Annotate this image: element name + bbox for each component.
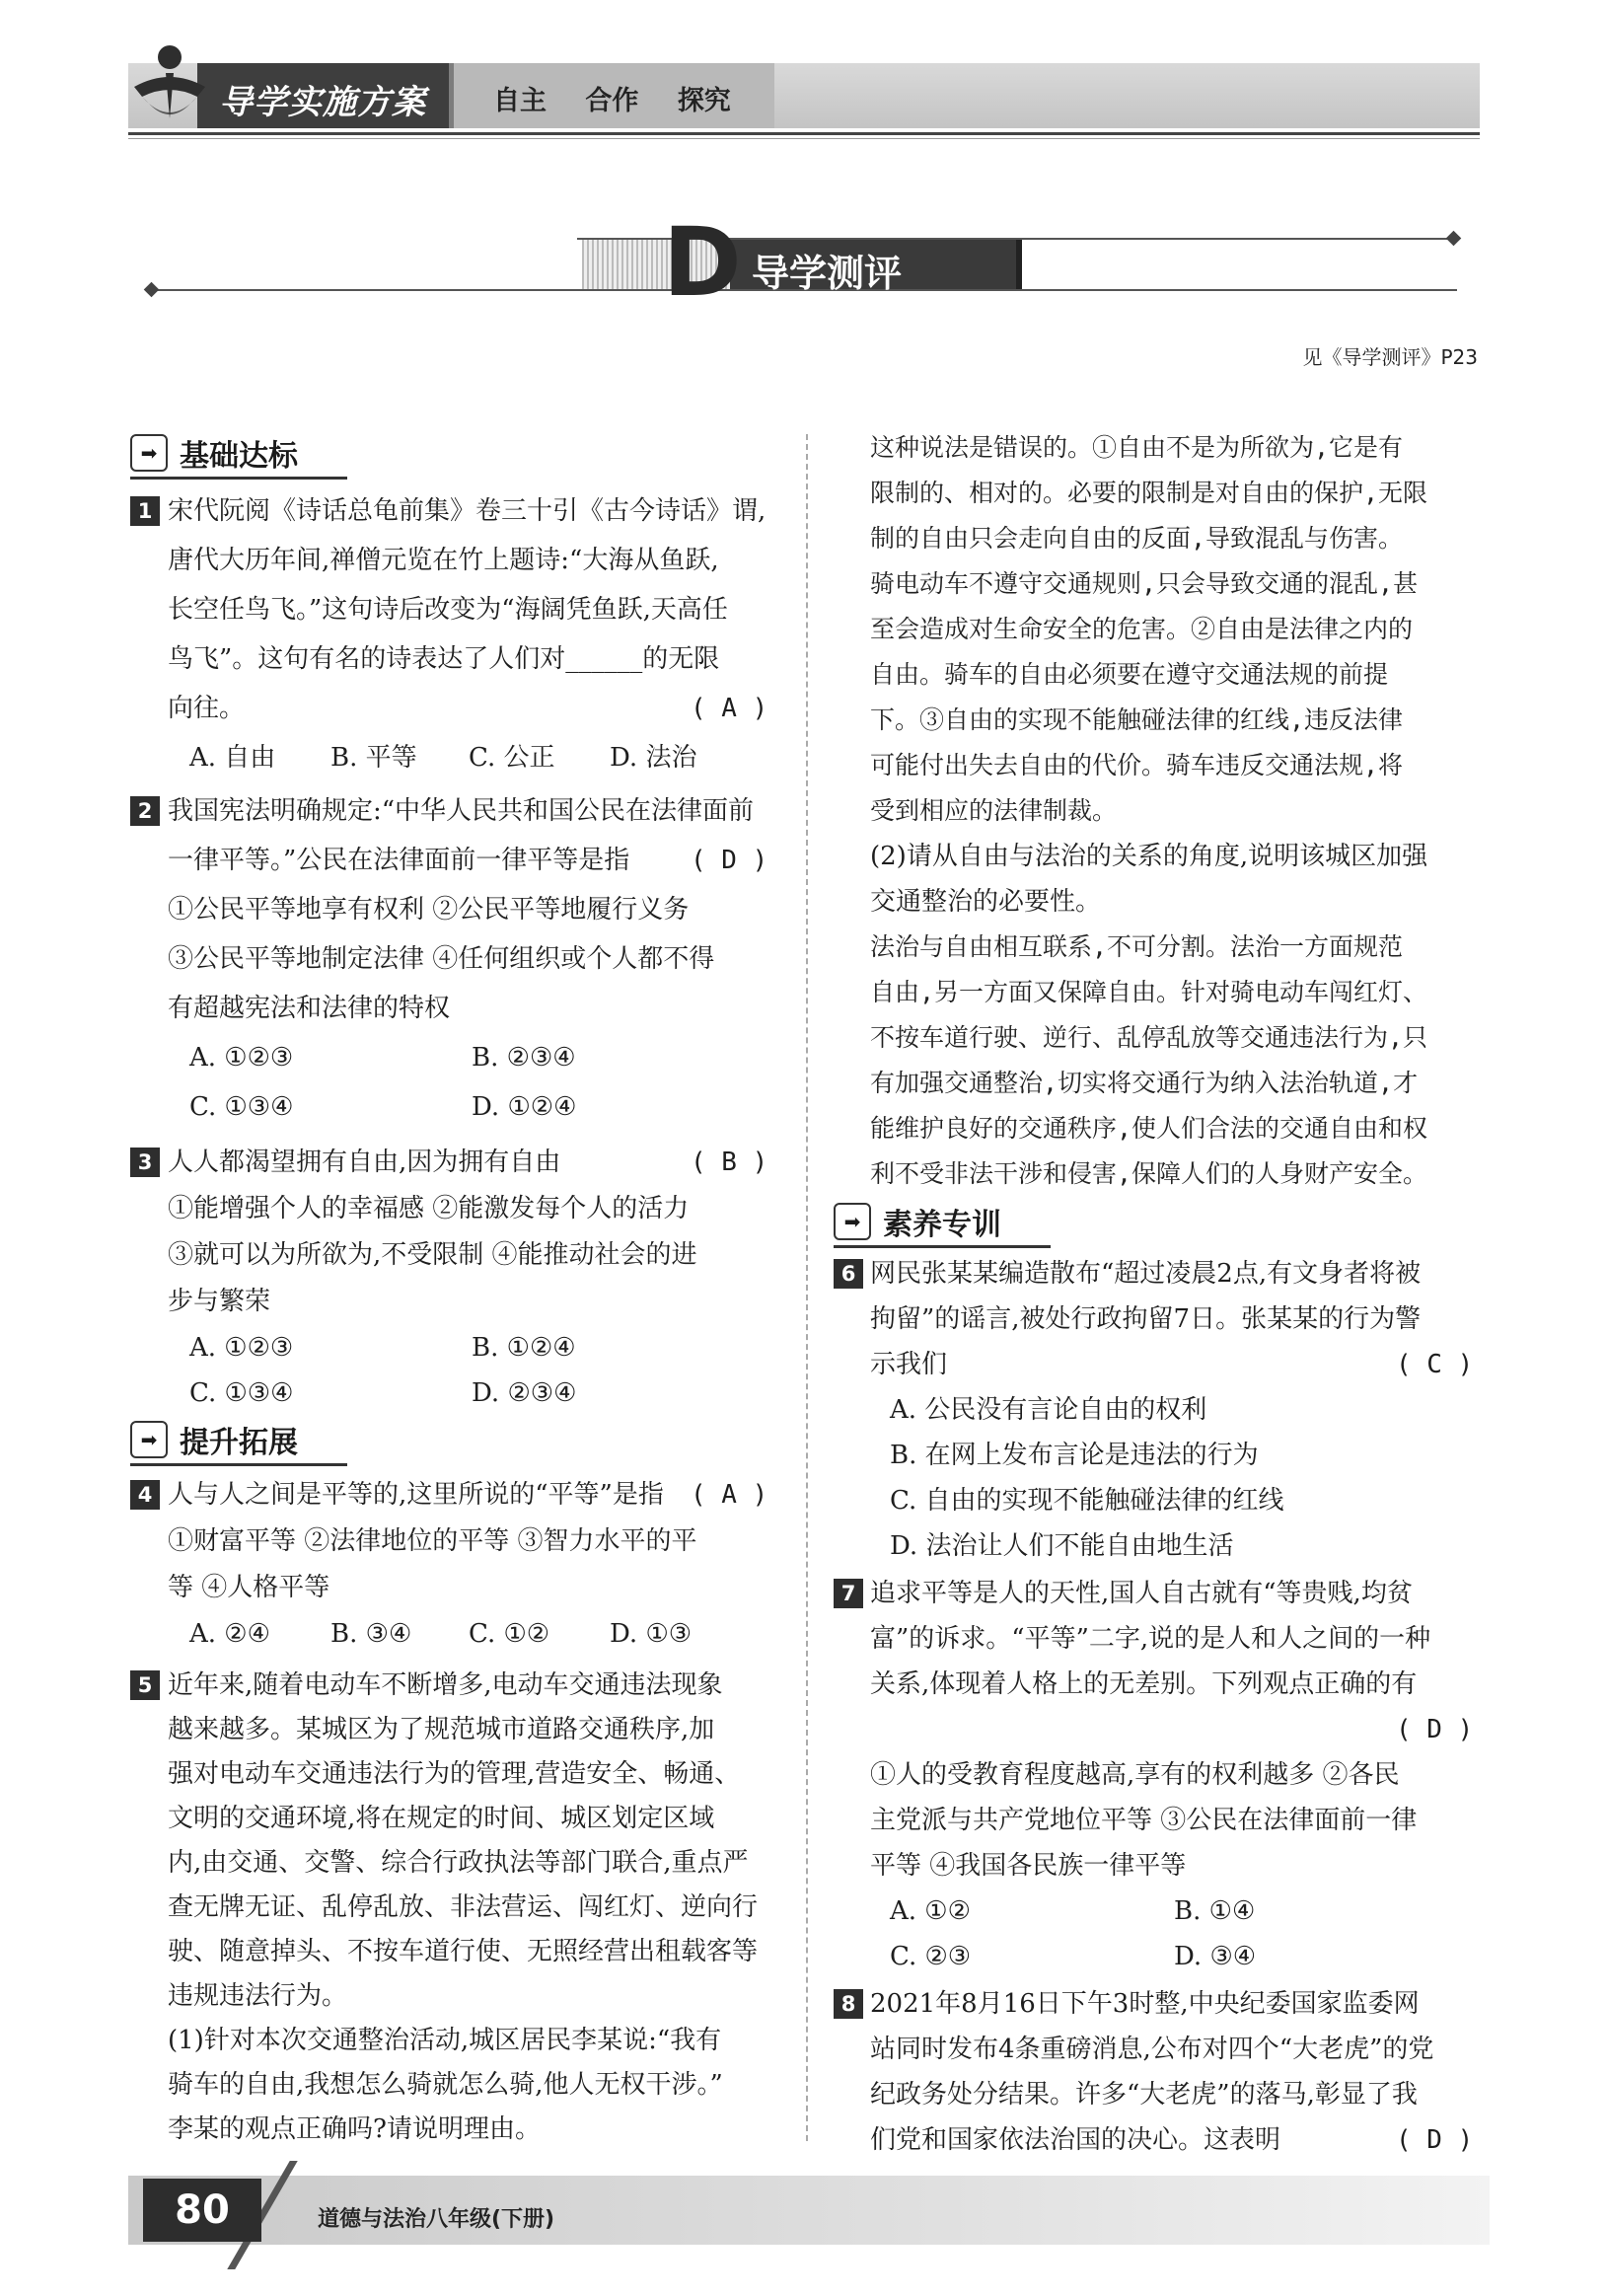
q5-line: 查无牌无证、乱停乱放、非法营运、闯红灯、逆向行 [168,1892,759,1922]
q2-item: ③公民平等地制定法律 ④任何组织或个人都不得 [168,944,715,974]
q1-line: 鸟飞”。这句有名的诗表达了人们对______的无限 [168,644,720,674]
q5-answer2: 利不受非法干涉和侵害,保障人们的人身财产安全。 [870,1159,1428,1188]
q2-line: 一律平等。”公民在法律面前一律平等是指 [168,846,630,875]
q4-option: A. ②④ [189,1619,270,1649]
q3-option: C. ①③④ [189,1378,294,1408]
q7-line: 关系,体现着人格上的无差别。下列观点正确的有 [870,1669,1418,1699]
book-title: 道德与法治八年级(下册) [318,2207,555,2232]
q1-line: 向往。 [168,694,246,723]
q4-option: C. ①② [469,1619,550,1649]
q1-option: C. 公正 [469,743,555,773]
q3-item: ①能增强个人的幸福感 ②能激发每个人的活力 [168,1194,690,1223]
question-number: 1 [130,496,160,526]
q5-answer2: 自由,另一方面又保障自由。针对骑电动车闯红灯、 [870,978,1428,1006]
q5-answer1: 骑电动车不遵守交通规则,只会导致交通的混乱,甚 [870,569,1419,598]
q6-option: A. 公民没有言论自由的权利 [890,1395,1207,1425]
heading-basic: ➡ 基础达标 [130,430,298,476]
q1-line: 唐代大历年间,禅僧元览在竹上题诗:“大海从鱼跃, [168,546,719,575]
heading-underline [130,1463,347,1466]
section-bar [1016,240,1022,289]
q4-option: D. ①③ [610,1619,693,1649]
q6-line: 拘留”的谣言,被处行政拘留7日。张某某的行为警 [870,1304,1422,1334]
heading-literacy: ➡ 素养专训 [834,1199,1001,1244]
q6-option: C. 自由的实现不能触碰法律的红线 [890,1486,1284,1516]
q5-line: 内,由交通、交警、综合行政执法等部门联合,重点严 [168,1848,749,1878]
question-number: 5 [130,1670,160,1700]
q7-option: C. ②③ [890,1942,972,1971]
q2-option: A. ①②③ [189,1043,294,1073]
q1-answer: ( A ) [691,694,768,723]
page-number: 80 [143,2179,261,2242]
q5-answer2: 法治与自由相互联系,不可分割。法治一方面规范 [870,932,1404,961]
q7-option: A. ①② [890,1896,971,1926]
q6-option: D. 法治让人们不能自由地生活 [890,1531,1234,1561]
q6-option: B. 在网上发布言论是违法的行为 [890,1441,1259,1470]
q5-answer1: 限制的、相对的。必要的限制是对自由的保护,无限 [870,479,1428,507]
q4-line: 人与人之间是平等的,这里所说的“平等”是指 [168,1480,664,1510]
section-reference: 见《导学测评》P23 [1302,345,1478,369]
q1-line: 宋代阮阅《诗话总龟前集》卷三十引《古今诗话》谓, [168,496,766,526]
q4-item: ①财富平等 ②法律地位的平等 ③智力水平的平 [168,1526,697,1556]
q5-line: 强对电动车交通违法行为的管理,营造安全、畅通、 [168,1759,741,1789]
q3-option: B. ①②④ [472,1333,576,1363]
question-number: 3 [130,1148,160,1177]
q8-line: 纪政务处分结果。许多“大老虎”的落马,彰显了我 [870,2080,1418,2110]
q4-option: B. ③④ [330,1619,412,1649]
q6-answer: ( C ) [1396,1350,1474,1379]
q3-answer: ( B ) [691,1148,768,1177]
q5-line: 违规违法行为。 [168,1981,348,2011]
heading-underline [834,1245,1051,1248]
q5-line: 文明的交通环境,将在规定的时间、城区划定区域 [168,1804,715,1833]
q5-line: 近年来,随着电动车不断增多,电动车交通违法现象 [168,1670,723,1700]
diamond-icon [1446,231,1462,247]
q3-option: D. ②③④ [472,1378,577,1408]
q1-line: 长空任鸟飞。”这句诗后改变为“海阔凭鱼跃,天高任 [168,595,728,625]
header-tag: 自主 [493,86,547,116]
q3-item: 步与繁荣 [168,1287,271,1316]
q5-sub1: 骑车的自由,我想怎么骑就怎么骑,他人无权干涉。” [168,2070,723,2100]
q5-answer1: 自由。骑车的自由必须要在遵守交通法规的前提 [870,660,1389,689]
q7-item: 主党派与共产党地位平等 ③公民在法律面前一律 [870,1806,1418,1835]
q5-answer1: 制的自由只会走向自由的反面,导致混乱与伤害。 [870,524,1404,553]
q5-sub1: 李某的观点正确吗?请说明理由。 [168,2114,541,2144]
section-letter: D [663,207,742,318]
q8-answer: ( D ) [1396,2125,1474,2155]
q5-sub2: (2)请从自由与法治的关系的角度,说明该城区加强 [870,842,1428,871]
header-tags [493,79,761,117]
q7-option: D. ③④ [1174,1942,1257,1971]
question-number: 8 [834,1989,863,2019]
q5-answer2: 不按车道行驶、逆行、乱停乱放等交通违法行为,只 [870,1023,1428,1052]
q5-line: 越来越多。某城区为了规范城市道路交通秩序,加 [168,1715,715,1744]
q3-line: 人人都渴望拥有自由,因为拥有自由 [168,1148,561,1177]
q5-answer1: 可能付出失去自由的代价。骑车违反交通法规,将 [870,751,1404,779]
q5-answer1: 受到相应的法律制裁。 [870,796,1118,825]
q2-option: D. ①②④ [472,1092,577,1122]
q3-item: ③就可以为所欲为,不受限制 ④能推动社会的进 [168,1240,697,1270]
arrow-right-icon: ➡ [130,1421,168,1458]
q7-item: ①人的受教育程度越高,享有的权利越多 ②各民 [870,1760,1400,1790]
q4-item: 等 ④人格平等 [168,1573,330,1602]
header-rule-thin [128,138,1480,139]
question-number: 4 [130,1480,160,1510]
q6-line: 示我们 [870,1350,948,1379]
heading-extend: ➡ 提升拓展 [130,1417,298,1462]
q6-line: 网民张某某编造散布“超过凌晨2点,有文身者将被 [870,1259,1422,1289]
header-tag: 合作 [585,86,639,116]
q3-option: A. ①②③ [189,1333,294,1363]
q2-option: C. ①③④ [189,1092,294,1122]
q5-answer2: 能维护良好的交通秩序,使人们合法的交通自由和权 [870,1114,1428,1143]
q1-option: B. 平等 [330,743,417,773]
heading-underline [130,477,347,480]
q7-line: 富”的诉求。“平等”二字,说的是人和人之间的一种 [870,1624,1431,1654]
q2-answer: ( D ) [691,846,768,875]
q5-sub1: (1)针对本次交通整治活动,城区居民李某说:“我有 [168,2026,722,2055]
arrow-right-icon: ➡ [130,434,168,472]
q1-option: A. 自由 [189,743,276,773]
q5-answer1: 下。③自由的实现不能触碰法律的红线,违反法律 [870,705,1404,734]
q5-answer2: 有加强交通整治,切实将交通行为纳入法治轨道,才 [870,1069,1419,1097]
q5-sub2: 交通整治的必要性。 [870,887,1102,917]
q1-option: D. 法治 [610,743,697,773]
q8-line: 站同时发布4条重磅消息,公布对四个“大老虎”的党 [870,2035,1434,2064]
reading-person-icon [128,39,207,128]
q8-line: 们党和国家依法治国的决心。这表明 [870,2125,1281,2155]
q2-item: ①公民平等地享有权利 ②公民平等地履行义务 [168,895,690,925]
column-divider [806,434,808,2141]
q2-line: 我国宪法明确规定:“中华人民共和国公民在法律面前 [168,796,755,826]
question-number: 6 [834,1259,863,1289]
q5-line: 驶、随意掉头、不按车道行使、无照经营出租载客等 [168,1937,759,1966]
header-tag: 探究 [677,86,731,116]
q7-item: 平等 ④我国各民族一律平等 [870,1851,1187,1881]
q2-item: 有超越宪法和法律的特权 [168,994,451,1023]
header-title: 导学实施方案 [219,83,426,122]
q7-answer: ( D ) [1396,1715,1474,1744]
q5-answer1: 至会造成对生命安全的危害。②自由是法律之内的 [870,615,1414,643]
q4-answer: ( A ) [691,1480,768,1510]
section-title: 导学测评 [752,252,903,295]
diamond-icon [144,282,160,298]
q7-line: 追求平等是人的天性,国人自古就有“等贵贱,均贫 [870,1579,1413,1608]
arrow-right-icon: ➡ [834,1203,871,1240]
q5-answer1: 这种说法是错误的。①自由不是为所欲为,它是有 [870,433,1404,462]
q2-option: B. ②③④ [472,1043,576,1073]
q7-option: B. ①④ [1174,1896,1256,1926]
q8-line: 2021年8月16日下午3时整,中央纪委国家监委网 [870,1989,1420,2019]
header-rule [128,132,1480,135]
question-number: 7 [834,1579,863,1608]
question-number: 2 [130,796,160,826]
